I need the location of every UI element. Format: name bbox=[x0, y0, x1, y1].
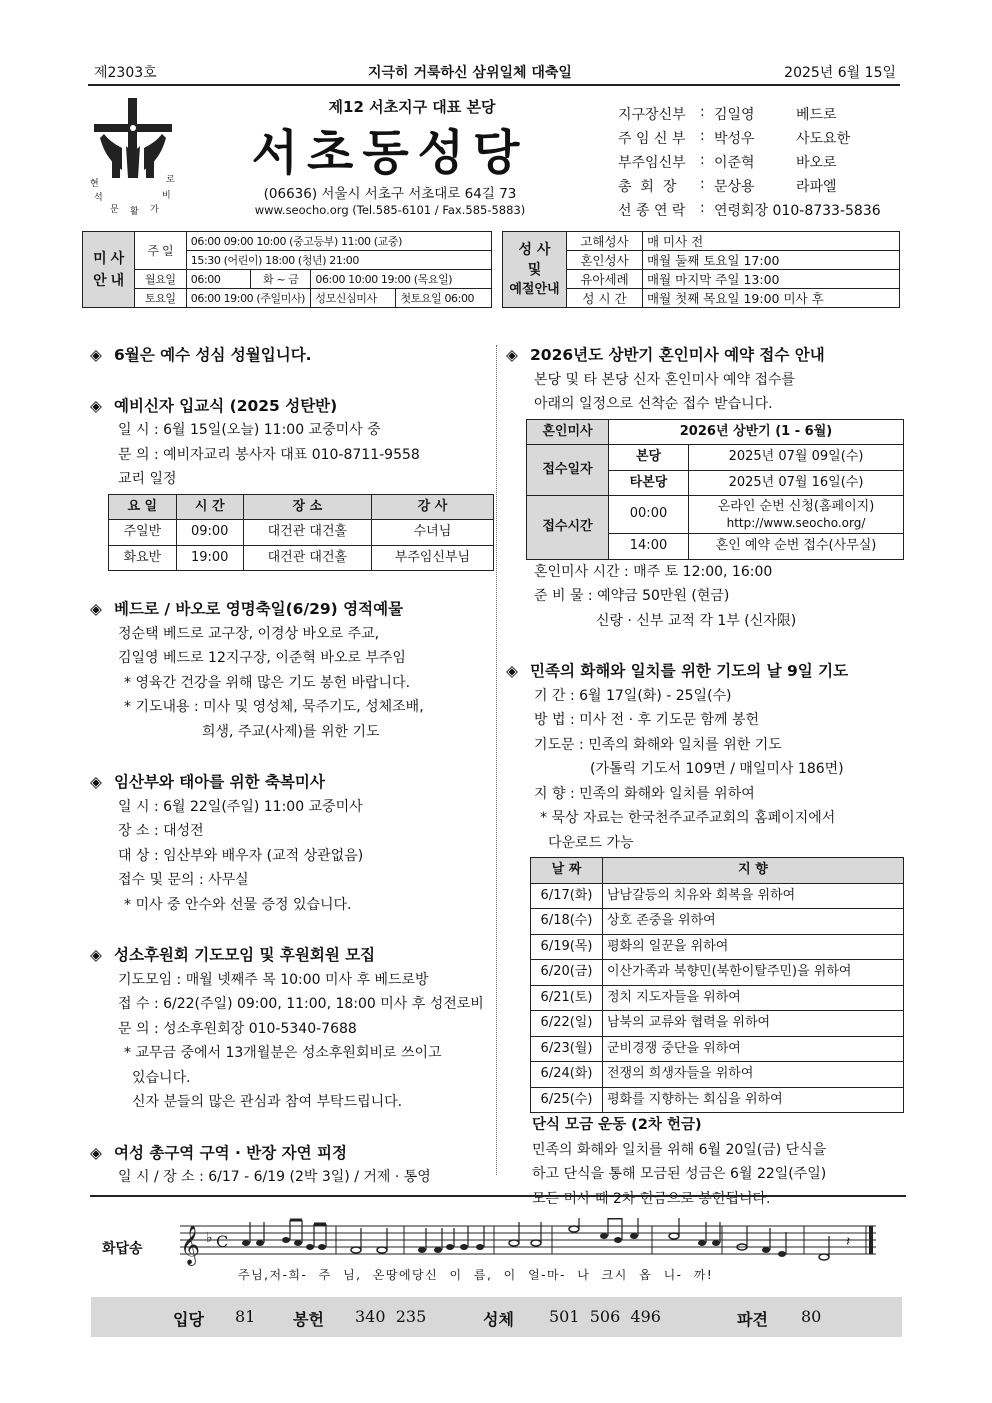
staff-name: 연령회장 010-8733-5836 bbox=[714, 203, 881, 219]
table-cell: 남남갈등의 치유와 회복을 위하여 bbox=[603, 883, 904, 909]
body-line: 일 시 : 6월 15일(오늘) 11:00 교중미사 중 bbox=[118, 422, 381, 438]
staff-baptismal: 라파엘 bbox=[796, 179, 837, 195]
offertory-hymns: 340 235 bbox=[355, 1307, 427, 1326]
staff-role: 지구장신부 bbox=[618, 107, 686, 123]
table-row bbox=[531, 1087, 904, 1113]
table-header: 시 간 bbox=[176, 494, 243, 520]
recessional-hymn: 80 bbox=[801, 1307, 822, 1326]
sacrament-value: 매월 첫째 목요일 19:00 미사 후 bbox=[643, 289, 900, 308]
mass-title-line: 미 사 bbox=[93, 250, 124, 267]
staff-row: 주 임 신 부 : 박성우 사도요한 bbox=[618, 128, 908, 152]
left-column bbox=[90, 343, 490, 1190]
body-line: 정순택 베드로 교구장, 이경상 바오로 주교, bbox=[118, 625, 380, 642]
top-bar bbox=[88, 60, 900, 86]
table-row bbox=[531, 985, 904, 1011]
issue-number: 제2303호 bbox=[94, 65, 157, 81]
novena-intention-table bbox=[530, 857, 904, 1113]
staff-row: 선 종 연 락 : 연령회장 010-8733-5836 bbox=[618, 200, 908, 224]
table-cell: 대건관 대건홀 bbox=[243, 520, 371, 546]
diamond-bullet-icon: ◈ bbox=[90, 773, 102, 791]
heading-text: 베드로 / 바오로 영명축일(6/29) 영적예물 bbox=[114, 600, 404, 618]
body-line: (가톨릭 기도서 109면 / 매일미사 186면) bbox=[590, 761, 844, 777]
table-cell: 00:00 bbox=[609, 496, 689, 534]
saturday-times: 06:00 19:00 (주일미사) bbox=[186, 289, 311, 308]
body-line: 혼인미사 시간 : 매주 토 12:00, 16:00 bbox=[534, 563, 773, 580]
body-line: 모든 미사 때 2차 헌금으로 봉헌됩니다. bbox=[532, 1190, 771, 1207]
diamond-bullet-icon: ◈ bbox=[506, 346, 518, 364]
heading-text: 6월은 예수 성심 성월입니다. bbox=[114, 346, 312, 364]
logo-char: 가 bbox=[150, 205, 159, 215]
staff-name: 이준혁 bbox=[714, 155, 755, 171]
staff-row: 총 회 장 : 문상용 라파엘 bbox=[618, 176, 908, 200]
table-header: 날 짜 bbox=[531, 858, 603, 884]
diamond-bullet-icon: ◈ bbox=[90, 396, 102, 415]
body-line: 희생, 주교(사제)를 위한 기도 bbox=[202, 723, 380, 740]
logo-char: 석 bbox=[94, 193, 103, 203]
svg-text:𝄽: 𝄽 bbox=[846, 1234, 851, 1250]
body-line: * 영육간 건강을 위해 많은 기도 봉헌 바랍니다. bbox=[124, 674, 411, 691]
parish-logo bbox=[90, 98, 176, 216]
table-cell: 혼인 예약 순번 접수(사무실) bbox=[689, 534, 904, 560]
sunday-times: 06:00 09:00 10:00 (중고등부) 11:00 (교중) bbox=[186, 232, 491, 251]
sunday-times: 15:30 (어린이) 18:00 (청년) 21:00 bbox=[186, 251, 491, 270]
svg-text:C: C bbox=[216, 1232, 229, 1251]
psalm-music-staff bbox=[176, 1218, 880, 1266]
fasting-title: 단식 모금 운동 (2차 헌금) bbox=[532, 1117, 702, 1133]
body-line: * 교무금 중에서 13개월분은 성소후원회비로 쓰이고 bbox=[124, 1045, 442, 1061]
logo-char: 현 bbox=[90, 179, 99, 189]
parish-name: 서초동성당 bbox=[251, 125, 529, 181]
wedding-reservation-table bbox=[526, 419, 904, 560]
table-header: 지 향 bbox=[603, 858, 904, 884]
heading-text: 임산부와 태아를 위한 축복미사 bbox=[114, 773, 325, 791]
table-cell: 14:00 bbox=[609, 534, 689, 560]
table-cell: 이산가족과 북향민(북한이탈주민)을 위하여 bbox=[603, 960, 904, 986]
table-cell: 6/22(일) bbox=[531, 1011, 603, 1037]
table-cell: 화요반 bbox=[109, 545, 177, 571]
heading-text: 민족의 화해와 일치를 위한 기도의 날 9일 기도 bbox=[530, 662, 849, 680]
sacrament-value: 매월 둘째 토요일 17:00 bbox=[643, 251, 900, 270]
section-heading bbox=[90, 770, 490, 795]
contact-web: www.seocho.org (Tel.585-6101 / Fax.585-5883) bbox=[254, 203, 526, 217]
table-cell: 09:00 bbox=[176, 520, 243, 546]
table-cell: 6/23(월) bbox=[531, 1036, 603, 1062]
table-cell: 6/18(수) bbox=[531, 909, 603, 935]
saturday-first: 첫토요일 06:00 bbox=[396, 289, 492, 308]
staff-role: 총 회 장 bbox=[618, 179, 677, 195]
table-cell: 남북의 교류와 협력을 위하여 bbox=[603, 1011, 904, 1037]
heading-text: 성소후원회 기도모임 및 후원회원 모집 bbox=[114, 946, 376, 964]
table-cell: 6/25(수) bbox=[531, 1087, 603, 1113]
staff-name: 문상용 bbox=[714, 179, 755, 195]
table-row bbox=[531, 909, 904, 935]
right-column bbox=[506, 343, 906, 1211]
staff-baptismal: 바오로 bbox=[796, 155, 837, 171]
catechism-schedule-table bbox=[108, 494, 494, 572]
table-header: 강 사 bbox=[371, 494, 493, 520]
table-cell: 평화를 지향하는 회심을 위하여 bbox=[603, 1087, 904, 1113]
table-header: 2026년 상반기 (1 - 6월) bbox=[609, 419, 904, 445]
body-line: 다운로드 가능 bbox=[548, 834, 634, 851]
body-line: * 미사 중 안수와 선물 증정 있습니다. bbox=[124, 896, 352, 913]
table-cell: 전쟁의 희생자들을 위하여 bbox=[603, 1062, 904, 1088]
svg-text:𝄞: 𝄞 bbox=[180, 1225, 201, 1265]
sacraments-title-line: 성 사 bbox=[518, 241, 551, 258]
sacrament-label: 혼인성사 bbox=[567, 251, 643, 270]
svg-text:♭: ♭ bbox=[206, 1230, 213, 1246]
body-line: 접수 및 문의 : 사무실 bbox=[118, 872, 249, 888]
dedication: 제12 서초지구 대표 본당 bbox=[328, 98, 496, 116]
table-cell: 군비경쟁 중단을 위하여 bbox=[603, 1036, 904, 1062]
online-application-text: 온라인 순번 신청(홈페이지) bbox=[717, 498, 875, 514]
staff-role: 부주임신부 bbox=[618, 155, 686, 171]
diamond-bullet-icon: ◈ bbox=[90, 600, 102, 618]
body-line: 방 법 : 미사 전 · 후 기도문 함께 봉헌 bbox=[534, 712, 760, 728]
body-line: 대 상 : 임산부와 배우자 (교적 상관없음) bbox=[118, 847, 364, 864]
section-heading bbox=[506, 343, 906, 368]
address: (06636) 서울시 서초구 서초대로 64길 73 bbox=[263, 186, 517, 202]
body-line: 아래의 일정으로 선착순 접수 받습니다. bbox=[534, 396, 773, 412]
heading-text: 2026년도 상반기 혼인미사 예약 접수 안내 bbox=[530, 346, 825, 364]
sacrament-label: 성 시 간 bbox=[567, 289, 643, 308]
sacrament-label: 유아세례 bbox=[567, 270, 643, 289]
body-line: 기도모임 : 매월 넷째주 목 10:00 미사 후 베드로방 bbox=[118, 971, 429, 988]
table-row bbox=[531, 1036, 904, 1062]
saturday-marian: 성모신심미사 bbox=[311, 289, 396, 308]
body-line: 기 간 : 6월 17일(화) - 25일(수) bbox=[534, 687, 732, 704]
table-header: 요 일 bbox=[109, 494, 177, 520]
table-row bbox=[531, 960, 904, 986]
body-line: 지 향 : 민족의 화해와 일치를 위하여 bbox=[534, 785, 755, 802]
staff-name: 김일영 bbox=[714, 107, 755, 123]
monday-label: 월요일 bbox=[134, 270, 186, 289]
table-header: 혼인미사 bbox=[527, 419, 609, 445]
table-row bbox=[109, 545, 494, 571]
body-line: 김일영 베드로 12지구장, 이준혁 바오로 부주임 bbox=[118, 650, 406, 666]
body-line: 장 소 : 대성전 bbox=[118, 823, 204, 839]
table-cell: 2025년 07월 16일(수) bbox=[689, 470, 904, 496]
staff-baptismal: 베드로 bbox=[796, 107, 837, 123]
table-cell: 대건관 대건홀 bbox=[243, 545, 371, 571]
body-line: 일 시 : 6월 22일(주일) 11:00 교중미사 bbox=[118, 798, 363, 815]
recessional-label: 파견 bbox=[737, 1310, 768, 1329]
table-cell: 6/24(화) bbox=[531, 1062, 603, 1088]
table-cell: 6/19(목) bbox=[531, 934, 603, 960]
sacraments-table bbox=[502, 231, 900, 308]
communion-hymns: 501 506 496 bbox=[549, 1307, 661, 1326]
sacraments-title-line: 예절안내 bbox=[509, 281, 560, 297]
body-line: 본당 및 타 본당 신자 혼인미사 예약 접수를 bbox=[534, 371, 796, 388]
table-cell: 본당 bbox=[609, 445, 689, 471]
table-cell: 평화의 일꾼을 위하여 bbox=[603, 934, 904, 960]
table-cell: 타본당 bbox=[609, 470, 689, 496]
logo-char: 문 bbox=[110, 205, 119, 215]
body-line: 신랑 · 신부 교적 각 1부 (신자限) bbox=[596, 612, 797, 629]
body-line: * 묵상 자료는 한국천주교주교회의 홈페이지에서 bbox=[540, 810, 836, 826]
entrance-label: 입당 bbox=[173, 1310, 204, 1329]
staff-role: 선 종 연 락 bbox=[618, 203, 686, 219]
diamond-bullet-icon: ◈ bbox=[90, 346, 102, 364]
section-heading bbox=[90, 1141, 490, 1166]
body-line: 준 비 물 : 예약금 50만원 (현금) bbox=[534, 588, 730, 604]
table-header: 장 소 bbox=[243, 494, 371, 520]
section-heading bbox=[90, 943, 490, 968]
diamond-bullet-icon: ◈ bbox=[506, 662, 518, 680]
staff-row: 지구장신부 : 김일영 베드로 bbox=[618, 104, 908, 128]
table-row bbox=[109, 520, 494, 546]
heading-text: 예비신자 입교식 (2025 성탄반) bbox=[114, 396, 338, 415]
staff-name: 박성우 bbox=[714, 131, 755, 147]
body-line: 문 의 : 성소후원회장 010-5340-7688 bbox=[118, 1020, 357, 1037]
mass-schedule-table bbox=[82, 231, 492, 308]
sacrament-label: 고해성사 bbox=[567, 232, 643, 251]
table-cell: 6/20(금) bbox=[531, 960, 603, 986]
saturday-label: 토요일 bbox=[134, 289, 186, 308]
mass-title bbox=[83, 232, 135, 308]
body-line: 하고 단식을 통해 모금된 성금은 6월 22일(주일) bbox=[532, 1166, 827, 1182]
table-row bbox=[531, 883, 904, 909]
body-line: 교리 일정 bbox=[118, 471, 177, 487]
staff-baptismal: 사도요한 bbox=[796, 131, 851, 147]
row-label: 접수일자 bbox=[527, 445, 609, 496]
body-line: 일 시 / 장 소 : 6/17 - 6/19 (2박 3일) / 거제 · 통영 bbox=[118, 1169, 431, 1185]
body-line: * 기도내용 : 미사 및 영성체, 묵주기도, 성체조배, bbox=[124, 699, 424, 715]
sacraments-title bbox=[503, 232, 567, 308]
table-cell: 6/21(토) bbox=[531, 985, 603, 1011]
issue-date: 2025년 6월 15일 bbox=[784, 65, 896, 81]
table-cell: 주일반 bbox=[109, 520, 177, 546]
sacrament-value: 매 미사 전 bbox=[643, 232, 900, 251]
table-cell: 정치 지도자들을 위하여 bbox=[603, 985, 904, 1011]
table-row bbox=[531, 1062, 904, 1088]
column-divider bbox=[496, 345, 497, 1175]
table-cell bbox=[689, 496, 904, 534]
body-line: 신자 분들의 많은 관심과 참여 부탁드립니다. bbox=[132, 1094, 403, 1110]
table-row bbox=[531, 1011, 904, 1037]
staff-list bbox=[618, 104, 908, 224]
table-cell: 부주임신부님 bbox=[371, 545, 493, 571]
body-line: 민족의 화해와 일치를 위해 6월 20일(금) 단식을 bbox=[532, 1141, 827, 1158]
body-line: 접 수 : 6/22(주일) 09:00, 11:00, 18:00 미사 후 성전로비 bbox=[118, 996, 484, 1012]
sacrament-value: 매월 마지막 주일 13:00 bbox=[643, 270, 900, 289]
psalm-label: 화답송 bbox=[102, 1241, 143, 1257]
offertory-label: 봉헌 bbox=[293, 1310, 324, 1329]
logo-char: 비 bbox=[162, 191, 171, 201]
sunday-label: 주 일 bbox=[134, 232, 186, 270]
section-heading bbox=[90, 394, 490, 419]
table-cell: 6/17(화) bbox=[531, 883, 603, 909]
staff-role: 주 임 신 부 bbox=[618, 131, 686, 147]
entrance-hymn: 81 bbox=[235, 1307, 256, 1326]
table-cell: 상호 존중을 위하여 bbox=[603, 909, 904, 935]
communion-label: 성체 bbox=[483, 1310, 514, 1329]
staff-row: 부주임신부 : 이준혁 바오로 bbox=[618, 152, 908, 176]
diamond-bullet-icon: ◈ bbox=[90, 946, 102, 964]
table-row bbox=[531, 934, 904, 960]
tue-fri-label: 화 ~ 금 bbox=[251, 270, 311, 289]
tue-fri-times: 06:00 10:00 19:00 (목요일) bbox=[311, 270, 492, 289]
table-cell: 2025년 07월 09일(수) bbox=[689, 445, 904, 471]
mass-title-line: 안 내 bbox=[93, 272, 124, 289]
body-line: 문 의 : 예비자교리 봉사자 대표 010-8711-9558 bbox=[118, 446, 420, 463]
section-heading bbox=[506, 659, 906, 684]
heading-text: 여성 총구역 구역 · 반장 자연 피정 bbox=[114, 1143, 347, 1162]
feast-title: 지극히 거룩하신 삼위일체 대축일 bbox=[368, 65, 572, 81]
sacraments-title-line: 및 bbox=[527, 261, 542, 278]
section-heading bbox=[90, 343, 490, 368]
homepage-link[interactable]: http://www.seocho.org/ bbox=[726, 515, 866, 530]
table-cell: 19:00 bbox=[176, 545, 243, 571]
psalm-lyrics: 주님,저-희- 주 님, 온땅에당신 이 름, 이 얼-마- 나 크시 옵 니- 까! bbox=[238, 1268, 714, 1282]
body-line: 기도문 : 민족의 화해와 일치를 위한 기도 bbox=[534, 736, 782, 753]
section-heading bbox=[90, 597, 490, 622]
hymn-numbers-bar bbox=[91, 1297, 902, 1337]
diamond-bullet-icon: ◈ bbox=[90, 1143, 102, 1162]
row-label: 접수시간 bbox=[527, 496, 609, 560]
monday-time: 06:00 bbox=[186, 270, 250, 289]
table-cell: 수녀님 bbox=[371, 520, 493, 546]
body-line: 있습니다. bbox=[132, 1069, 191, 1086]
footer-rule bbox=[90, 1195, 906, 1197]
logo-char: 로 bbox=[166, 175, 175, 185]
logo-char: 활 bbox=[130, 207, 139, 217]
